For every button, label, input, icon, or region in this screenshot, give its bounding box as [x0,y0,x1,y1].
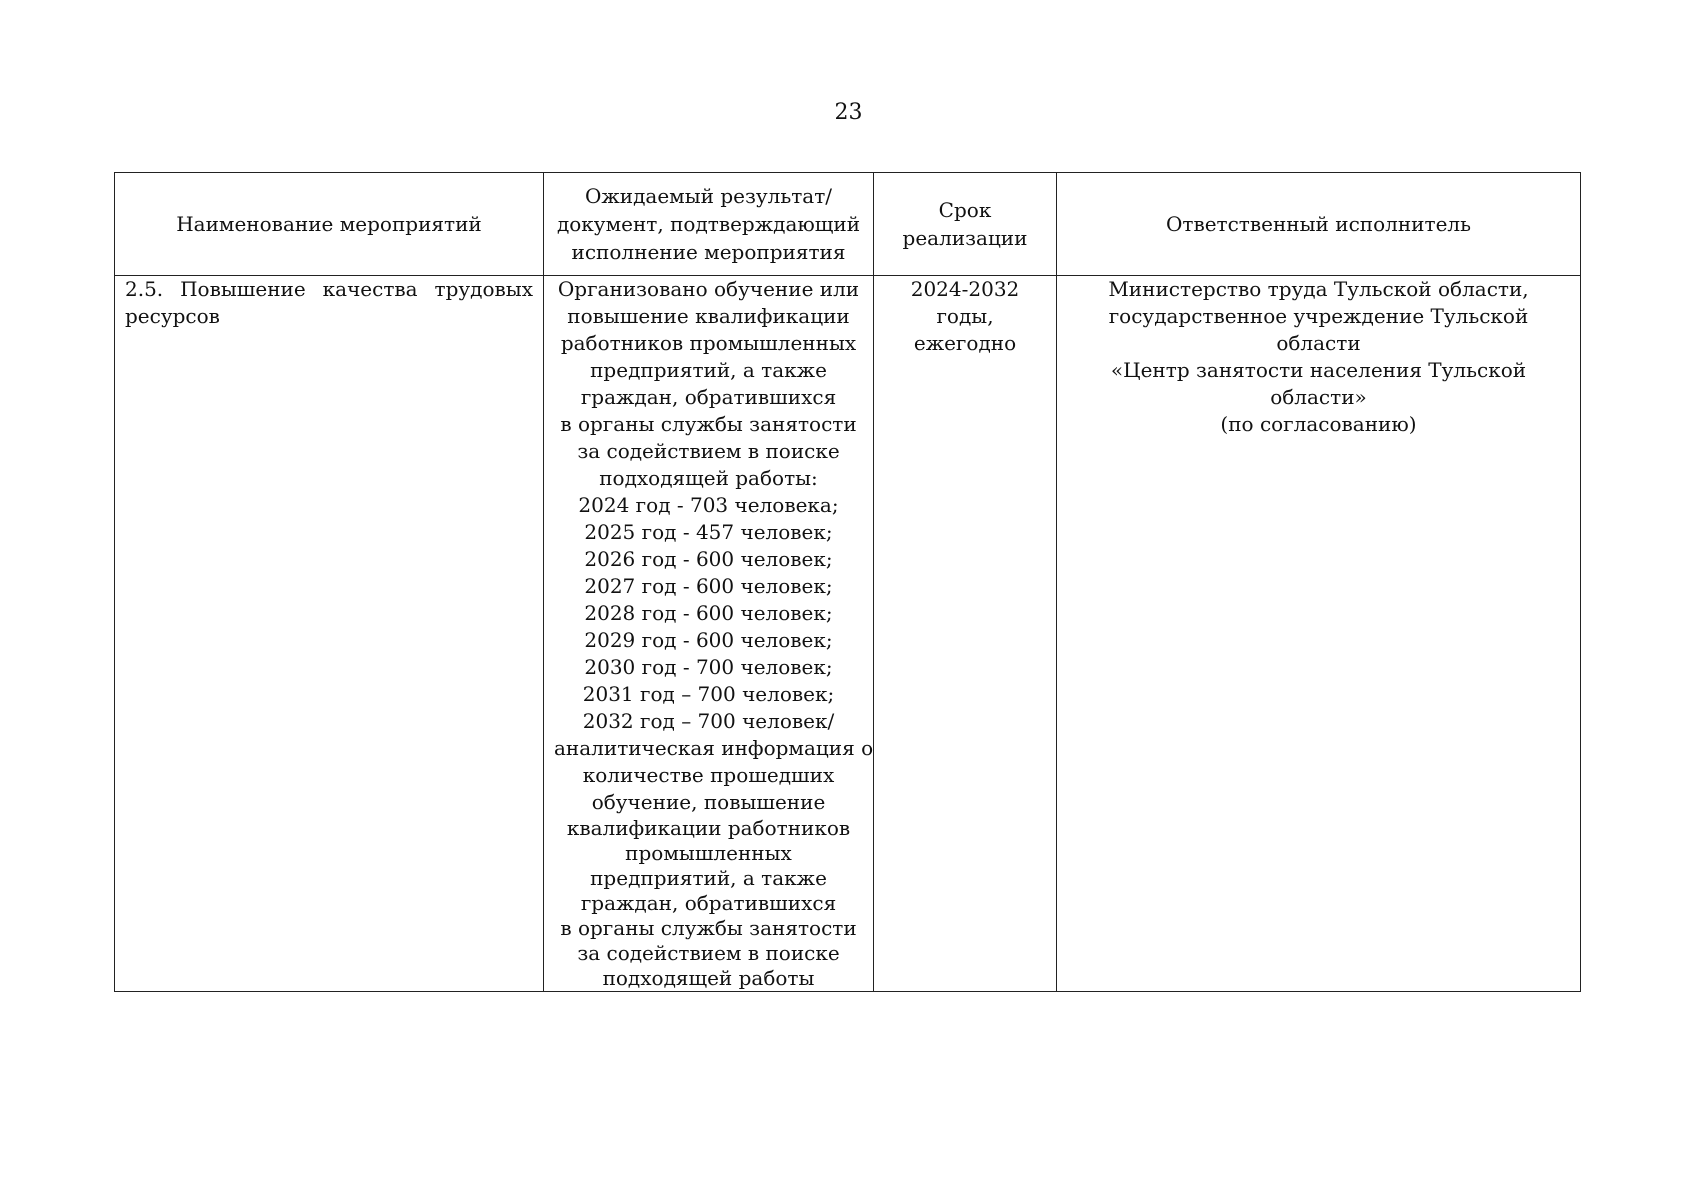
table-row [115,276,1581,992]
result-line: в органы службы занятости [560,412,857,436]
term-cell [874,276,1057,992]
result-line: граждан, обратившихся [580,385,837,409]
result-line: 2029 год - 600 человек; [584,628,833,652]
expected-result-cell [544,276,874,992]
result-line: повышение квалификации [567,304,850,328]
measure-name-cell: 2.5. Повышение качества трудовых ресурсов [115,276,544,992]
term-line: ежегодно [913,331,1017,355]
header-measure-name: Наименование мероприятий [115,173,544,276]
result-line: 2030 год - 700 человек; [584,655,833,679]
executor-line: государственное учреждение Тульской области [1108,304,1529,355]
result-line: предприятий, а также [590,866,827,890]
result-line: 2028 год - 600 человек; [584,601,833,625]
term-line: 2024-2032 [910,277,1020,301]
executor-line: «Центр занятости населения Тульской области» [1110,358,1527,409]
result-line: за содействием в поиске [577,439,840,463]
result-line: количестве прошедших [582,763,835,787]
result-line: 2025 год - 457 человек; [584,520,833,544]
executor-line: Министерство труда Тульской области, [1108,277,1529,301]
result-line: в органы службы занятости [560,916,857,940]
result-line: промышленных [625,841,792,865]
result-line: граждан, обратившихся [580,891,837,915]
term-line: годы, [936,304,994,328]
result-line: 2026 год - 600 человек; [584,547,833,571]
result-line: 2027 год - 600 человек; [584,574,833,598]
executor-cell [1057,276,1581,992]
result-line: предприятий, а также [590,358,827,382]
page-number: 23 [834,100,863,125]
result-line: подходящей работы: [599,466,818,490]
result-line: 2031 год – 700 человек; [582,682,835,706]
result-line: обучение, повышение [591,790,826,814]
result-line: работников промышленных [560,331,857,355]
table-header-row [115,173,1581,276]
result-line: квалификации работников [566,816,851,840]
header-executor: Ответственный исполнитель [1057,173,1581,276]
result-line: 2024 год - 703 человека; [578,493,839,517]
header-term: Срок реализации [874,173,1057,276]
measures-table [114,172,1581,992]
result-line: за содействием в поиске [577,941,840,965]
executor-line: (по согласованию) [1220,412,1417,436]
result-line: Организовано обучение или [557,277,860,301]
result-line: аналитическая информация о [554,736,874,760]
header-expected-result: Ожидаемый результат/ документ, подтверждающий исполнение мероприятия [544,173,874,276]
result-line: подходящей работы [602,966,815,990]
result-line: 2032 год – 700 человек/ [582,709,835,733]
